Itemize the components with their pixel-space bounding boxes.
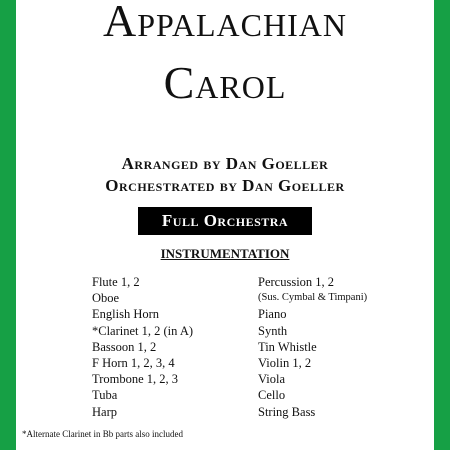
- instrument-item: Harp: [92, 404, 117, 419]
- arranger-credit: Arranged by Dan Goeller: [121, 154, 329, 173]
- instrumentation-heading: INSTRUMENTATION: [160, 246, 290, 261]
- instrument-item: Cello: [258, 388, 286, 403]
- instrument-item: Piano: [258, 307, 287, 322]
- instrument-note: (Sus. Cymbal & Timpani): [258, 292, 368, 304]
- instrument-item: Viola: [258, 372, 286, 387]
- instrument-item: String Bass: [258, 404, 316, 419]
- instrument-item: F Horn 1, 2, 3, 4: [92, 356, 175, 371]
- instrument-item: Percussion 1, 2: [258, 275, 335, 289]
- instrument-item: Tuba: [92, 388, 118, 403]
- instrument-item: Violin 1, 2: [258, 356, 312, 371]
- orchestrator-credit: Orchestrated by Dan Goeller: [105, 176, 345, 195]
- instrument-item: Tin Whistle: [258, 339, 317, 354]
- instrument-list-left: [92, 274, 193, 420]
- ensemble-badge-label: Full Orchestra: [161, 211, 289, 230]
- instrument-item: *Clarinet 1, 2 (in A): [92, 323, 194, 338]
- instrument-item: Trombone 1, 2, 3: [92, 372, 179, 387]
- instrument-item: English Horn: [92, 307, 160, 322]
- instrument-item: Bassoon 1, 2: [92, 339, 157, 354]
- title-line-1: Appalachian: [103, 0, 347, 46]
- instrument-list-right: [258, 274, 367, 420]
- instrument-item: Flute 1, 2: [92, 275, 140, 289]
- instrument-item: Oboe: [92, 291, 120, 306]
- title-line-2: Carol: [163, 57, 287, 108]
- ensemble-badge: [138, 207, 312, 235]
- instrument-item: Synth: [258, 323, 288, 338]
- footnote: *Alternate Clarinet in Bb parts also included: [22, 429, 183, 439]
